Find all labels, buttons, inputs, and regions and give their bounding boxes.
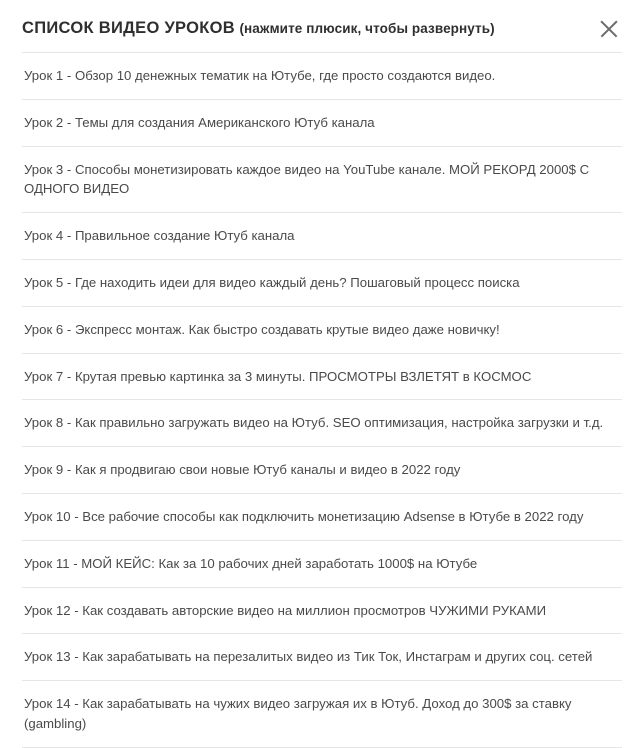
list-item[interactable]: Урок 3 - Способы монетизировать каждое видео на YouTube канале. МОЙ РЕКОРД 2000$ С ОДНОГО ВИДЕО [22,147,622,214]
panel-header [0,0,644,42]
list-item[interactable]: Урок 9 - Как я продвигаю свои новые Ютуб каналы и видео в 2022 году [22,447,622,494]
list-item[interactable]: Урок 8 - Как правильно загружать видео на Ютуб. SEO оптимизация, настройка загрузки и т.д. [22,400,622,447]
lessons-list [0,52,644,748]
list-item[interactable]: Урок 10 - Все рабочие способы как подключить монетизацию Adsense в Ютубе в 2022 году [22,494,622,541]
list-item[interactable]: Урок 6 - Экспресс монтаж. Как быстро создавать крутые видео даже новичку! [22,307,622,354]
page-title [22,16,596,39]
list-item[interactable]: Урок 1 - Обзор 10 денежных тематик на Ютубе, где просто создаются видео. [22,52,622,100]
close-icon[interactable] [596,16,622,42]
list-item[interactable]: Урок 12 - Как создавать авторские видео на миллион просмотров ЧУЖИМИ РУКАМИ [22,588,622,635]
list-item[interactable]: Урок 5 - Где находить идеи для видео каждый день? Пошаговый процесс поиска [22,260,622,307]
list-item[interactable]: Урок 13 - Как зарабатывать на перезалитых видео из Тик Ток, Инстаграм и других соц. сетей [22,634,622,681]
list-item[interactable]: Урок 11 - МОЙ КЕЙС: Как за 10 рабочих дней заработать 1000$ на Ютубе [22,541,622,588]
page-title-main: СПИСОК ВИДЕО УРОКОВ [22,19,235,37]
page-title-subtitle: (нажмите плюсик, чтобы развернуть) [239,21,495,36]
list-item[interactable]: Урок 7 - Крутая превью картинка за 3 минуты. ПРОСМОТРЫ ВЗЛЕТЯТ в КОСМОС [22,354,622,401]
list-item[interactable]: Урок 14 - Как зарабатывать на чужих видео загружая их в Ютуб. Доход до 300$ за ставку (gambling) [22,681,622,748]
list-item[interactable]: Урок 4 - Правильное создание Ютуб канала [22,213,622,260]
list-item[interactable]: Урок 2 - Темы для создания Американского Ютуб канала [22,100,622,147]
